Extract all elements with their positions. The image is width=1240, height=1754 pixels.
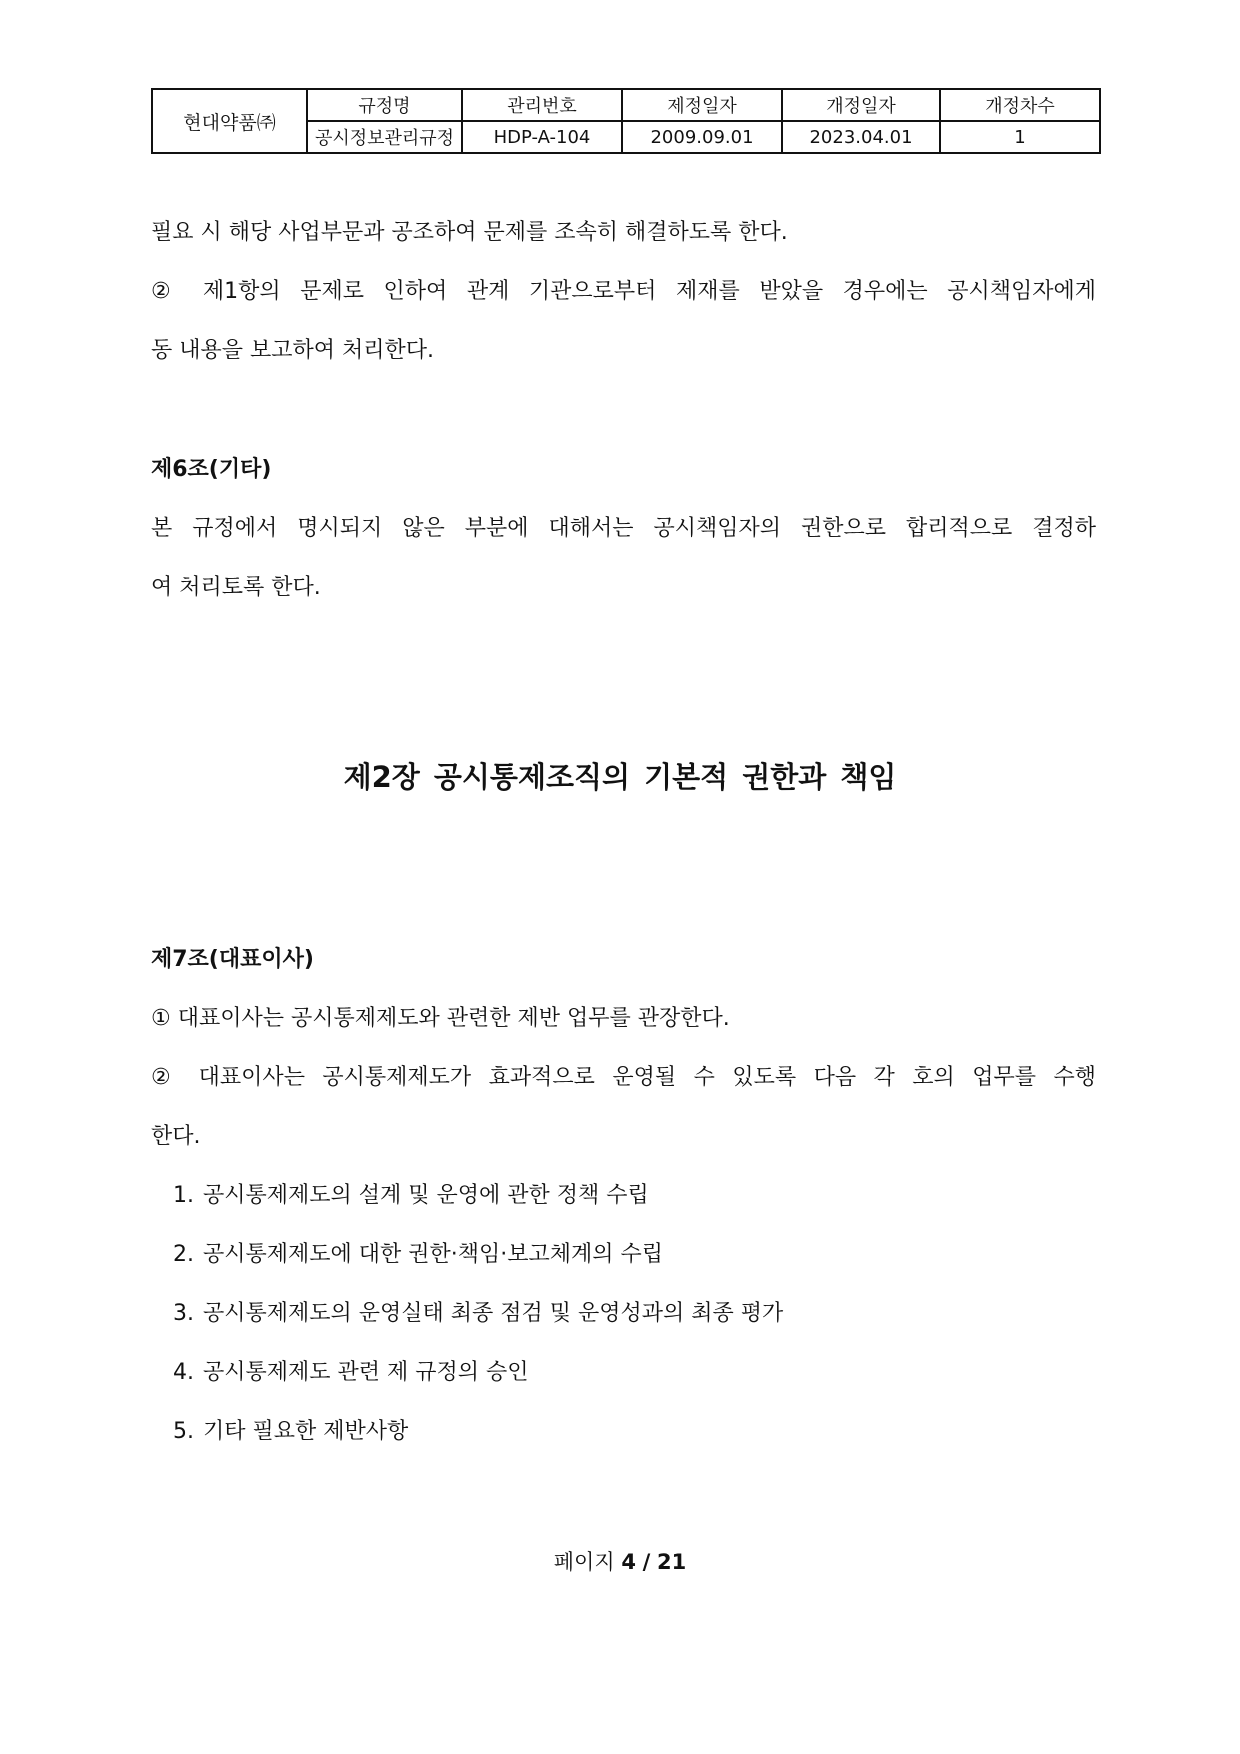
article-6-text: 본 규정에서 명시되지 않은 부분에 대해서는 공시책임자의 권한으로 합리적으로 결정하 <box>151 516 1096 541</box>
list-item-text: 공시통제제도의 운영실태 최종 점검 및 운영성과의 최종 평가 <box>203 1301 784 1326</box>
column-header-revision-date: 개정일자 <box>782 89 940 121</box>
column-header-revision-count: 개정차수 <box>940 89 1100 121</box>
management-number-value: HDP-A-104 <box>462 121 622 153</box>
body-paragraph-clause-2-cont: 동 내용을 보고하여 처리한다. <box>151 338 434 363</box>
revision-count-value: 1 <box>940 121 1100 153</box>
body-paragraph-continued: 필요 시 해당 사업부문과 공조하여 문제를 조속히 해결하도록 한다. <box>151 220 788 245</box>
list-item <box>173 1358 529 1388</box>
column-header-regulation-name: 규정명 <box>307 89 462 121</box>
article-7-title: 제7조(대표이사) <box>151 947 314 972</box>
column-header-enactment-date: 제정일자 <box>622 89 782 121</box>
list-item-text: 공시통제제도에 대한 권한·책임·보고체계의 수립 <box>203 1242 664 1267</box>
article-6-text-cont: 여 처리토록 한다. <box>151 575 321 600</box>
document-header-table <box>151 88 1101 154</box>
list-item <box>173 1299 783 1329</box>
article-7-clause-2-cont: 한다. <box>151 1124 201 1149</box>
list-item-text: 공시통제제도 관련 제 규정의 승인 <box>203 1360 529 1385</box>
revision-date-value: 2023.04.01 <box>782 121 940 153</box>
list-item-text: 공시통제제도의 설계 및 운영에 관한 정책 수립 <box>203 1183 649 1208</box>
company-name: 현대약품㈜ <box>152 89 307 153</box>
list-item-number: 4. <box>173 1360 194 1385</box>
list-item <box>173 1240 663 1270</box>
article-7-clause-2: ② 대표이사는 공시통제제도가 효과적으로 운영될 수 있도록 다음 각 호의 업무를 수행 <box>151 1065 1096 1090</box>
article-6-title: 제6조(기타) <box>151 457 272 482</box>
page-footer <box>0 1547 1240 1577</box>
list-item-number: 1. <box>173 1183 194 1208</box>
body-paragraph-clause-2: ② 제1항의 문제로 인하여 관계 기관으로부터 제재를 받았을 경우에는 공시책임자에게 <box>151 279 1096 304</box>
list-item <box>173 1181 649 1211</box>
enactment-date-value: 2009.09.01 <box>622 121 782 153</box>
list-item-text: 기타 필요한 제반사항 <box>203 1419 409 1444</box>
column-header-management-number: 관리번호 <box>462 89 622 121</box>
list-item-number: 2. <box>173 1242 194 1267</box>
regulation-name-value: 공시정보관리규정 <box>307 121 462 153</box>
list-item <box>173 1417 408 1447</box>
chapter-2-title: 제2장 공시통제조직의 기본적 권한과 책임 <box>343 760 897 794</box>
page-label: 페이지 <box>553 1550 615 1574</box>
list-item-number: 5. <box>173 1419 194 1444</box>
list-item-number: 3. <box>173 1301 194 1326</box>
current-page-number: 4 <box>621 1550 636 1574</box>
page-separator: / <box>642 1550 651 1574</box>
article-7-clause-1: ① 대표이사는 공시통제제도와 관련한 제반 업무를 관장한다. <box>151 1006 730 1031</box>
total-page-count: 21 <box>656 1550 687 1574</box>
